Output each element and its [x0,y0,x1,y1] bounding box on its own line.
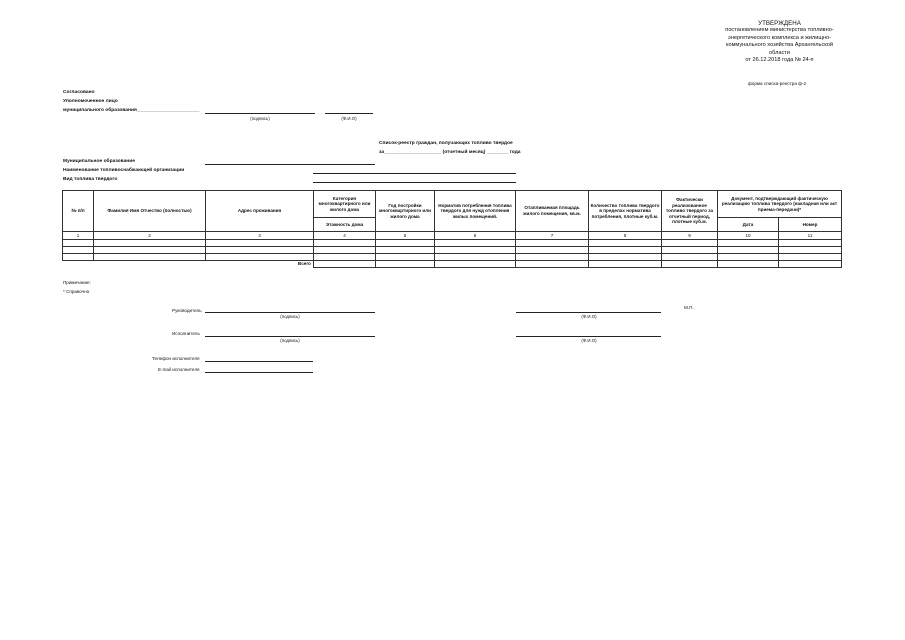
table-cell[interactable] [63,240,94,247]
column-number: 3 [206,232,314,240]
total-spacer [94,261,206,268]
column-number: 4 [314,232,376,240]
total-label: Всего [297,261,311,267]
table-cell[interactable] [94,247,206,254]
table-cell[interactable] [662,247,718,254]
total-cell[interactable] [589,261,662,268]
table-cell[interactable] [63,247,94,254]
stamp-label: М.П. [684,305,694,310]
header-date: Дата [718,218,779,232]
approval-line: области [769,49,790,56]
column-number: 10 [718,232,779,240]
table-cell[interactable] [589,247,662,254]
head-sign-line[interactable] [205,312,375,313]
table-cell[interactable] [63,254,94,261]
table-cell[interactable] [376,247,435,254]
column-number: 9 [662,232,718,240]
approval-date: от 26.12.2018 года № 24-п [745,57,814,64]
register-table [62,190,842,268]
total-cell[interactable] [718,261,779,268]
phone-label: Телефон исполнителя [152,356,200,361]
table-cell[interactable] [779,240,842,247]
column-number: 7 [516,232,589,240]
supplier-label: Наименование топливоснабжающей организации [63,168,185,173]
approval-title: УТВЕРЖДЕНА [758,20,801,27]
table-cell[interactable] [206,247,314,254]
total-cell[interactable] [376,261,435,268]
total-row [63,261,842,268]
table-cell[interactable] [314,247,376,254]
table-cell[interactable] [94,240,206,247]
executor-name-caption: (Ф.И.О) [581,338,597,343]
email-label: E-mail исполнителя [158,367,200,372]
table-row[interactable] [63,240,842,247]
table-cell[interactable] [589,254,662,261]
head-name-caption: (Ф.И.О) [581,314,597,319]
table-cell[interactable] [376,240,435,247]
table-cell[interactable] [206,254,314,261]
approval-line: коммунального хозяйства Архангельской [725,42,834,49]
table-cell[interactable] [435,254,516,261]
list-period: за_____________________ (отчетный месяц) ________ года [379,150,521,155]
agreed-sign-line[interactable] [205,113,315,114]
fuel-type-field[interactable] [313,182,516,183]
header-document: Документ, подтверждающий фактическую реализацию топлива твердого (накладная или акт приема-передачи)* [718,191,842,218]
head-label: Руководитель [172,308,202,313]
head-sign-caption: (подпись) [280,314,300,319]
approval-block [712,20,847,64]
table-cell[interactable] [779,254,842,261]
fuel-type-label: Вид топлива твердого [63,177,118,182]
name-caption: (Ф.И.О) [341,116,357,121]
column-number: 2 [94,232,206,240]
table-cell[interactable] [516,254,589,261]
column-number: 5 [376,232,435,240]
table-cell[interactable] [718,240,779,247]
head-name-line[interactable] [516,312,661,313]
footnote: * Справочно [63,289,90,294]
table-cell[interactable] [718,247,779,254]
executor-name-line[interactable] [516,336,661,337]
header-fuel-quantity: Количество топлива твердого в пределах норматива потребления, плотные куб.м. [589,191,662,232]
email-field[interactable] [205,372,313,373]
header-number: № п/п [63,191,94,232]
header-address: Адрес проживания [206,191,314,232]
total-cell[interactable] [662,261,718,268]
municipality-field[interactable] [205,164,375,165]
table-cell[interactable] [589,240,662,247]
approval-line: постановлением министерства топливно- [725,27,834,34]
executor-sign-caption: (подпись) [280,338,300,343]
column-number: 1 [63,232,94,240]
header-actual-fuel: Фактически реализованное топливо твердого за отчетный период, плотные куб.м. [662,191,718,232]
header-floors: Этажность дома [314,218,376,232]
header-doc-number: Номер [779,218,842,232]
municipal-official-label: муниципального образования_______________________ [63,108,200,113]
table-row[interactable] [63,254,842,261]
table-cell[interactable] [662,240,718,247]
table-cell[interactable] [206,240,314,247]
total-spacer [63,261,94,268]
table-row[interactable] [63,247,842,254]
table-cell[interactable] [516,240,589,247]
sign-caption: (подпись) [250,116,270,121]
column-numbers-row [63,232,842,240]
column-number: 8 [589,232,662,240]
table-cell[interactable] [314,254,376,261]
agreed-title: Согласовано [63,90,95,95]
header-norm: Норматив потребления топлива твердого для нужд отопления жилых помещений. [435,191,516,232]
executor-label: Исполнитель [172,331,200,336]
approval-line: энергетического комплекса и жилищно- [727,34,832,41]
table-cell[interactable] [516,247,589,254]
header-heated-area: Отапливаемая площадь жилого помещения, кв.м. [516,191,589,232]
table-cell[interactable] [314,240,376,247]
table-cell[interactable] [376,254,435,261]
table-cell[interactable] [662,254,718,261]
table-header-row [63,191,842,218]
phone-field[interactable] [205,361,313,362]
supplier-field[interactable] [313,173,516,174]
column-number: 11 [779,232,842,240]
total-cell[interactable] [779,261,842,268]
table-cell[interactable] [94,254,206,261]
agreed-name-line[interactable] [325,113,373,114]
total-cell[interactable] [314,261,376,268]
official-label: Уполномоченное лицо [63,99,118,104]
notes-title: Примечание: [63,280,91,285]
list-title: Список-реестр граждан, получающих топливо твердое [379,141,513,146]
table-cell[interactable] [435,240,516,247]
table-cell[interactable] [779,247,842,254]
table-cell[interactable] [435,247,516,254]
header-fullname: Фамилия Имя Отчество (полностью) [94,191,206,232]
column-number: 6 [435,232,516,240]
header-build-year: Год постройки многоквартирного или жилого дома [376,191,435,232]
total-cell[interactable] [516,261,589,268]
table-cell[interactable] [718,254,779,261]
form-name: форма списка-реестра ф-2 [748,81,807,86]
executor-sign-line[interactable] [205,336,375,337]
header-category: Категория многоквартирного или жилого дома [314,191,376,218]
total-cell[interactable] [435,261,516,268]
municipality-label: Муниципальное образование [63,159,135,164]
